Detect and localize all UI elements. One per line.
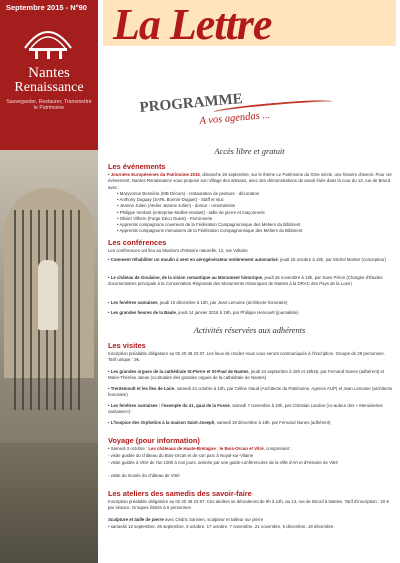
agendas-subheading: A vos agendas ...: [199, 109, 271, 127]
visits-title: Les visites: [108, 341, 146, 350]
voyage-title: Voyage (pour information): [108, 436, 200, 445]
conference-item: • Le château de Goulaine, de la vision romantique au Monument historique, jeudi 26 novembre à 18h, par Soen Péron (Chargée d'Études documentaires principale à la Conservation Régionale des Monuments Historiques de Nantes à la DRAC des Pays de la Loire): [108, 275, 383, 287]
voyage-line: - visite guidée du château du Bois-Orcan et de son parc à Noyal-sur-Vilaine: [108, 453, 254, 458]
workshop-item: Sculpture et taille de pierre avec Cédric Sarivien, sculpteur et tailleur sur pierre: [108, 517, 264, 522]
brand-name-2: Renaissance: [14, 80, 84, 95]
list-item: • Apprentis compagnons menuisiers de la Fédération Compagnonnique des Métiers du Bâtiment: [117, 228, 393, 234]
list-item: • Philippe Verdant (entreprise Moillet-Verdant) - taille de pierre et maçonnerie: [117, 210, 393, 216]
issue-label: Septembre 2015 - N°90: [6, 3, 87, 12]
list-item: • Jeanne Julien (Atelier Jeanne Julien) - doreur - ornemaniste: [117, 203, 393, 209]
tagline: Sauvegarder, Restaurer, Transmettre le Patrimoine: [6, 99, 92, 112]
list-item: • Maryvonne Besnière (MB Décors) - restauration de peinture - décoration: [117, 191, 393, 197]
list-item: • Olivier Vilhem (Forge Déco Ouest) - Ferronnerie: [117, 216, 393, 222]
events-intro: • Journées Européennes du Patrimoine 2015, dimanche 20 septembre, sur le thème Le Patrimoine du XXIe siècle, une histoire d'avenir. Pour cet évènement, Nantes Renaissance vous propose son Village des artisans, avec des démonstrations de savoir-faire dans la cour du 13, rue de Briord avec :: [108, 172, 392, 190]
visits-intro: Inscription préalable obligatoire au 02 40 48 23 87. Les lieux de rendez-vous vous seront communiqués à l'inscription. Groupe de 25 personnes. Tarif unique : 3€.: [108, 351, 385, 363]
members-heading: Activités réservées aux adhérents: [193, 326, 306, 335]
visit-item: • L'hospice des Orphelins à la maison Saint-Joseph, samedi 19 décembre à 18h, par Fernand Nunes (adhérent): [108, 420, 331, 425]
visit-item: • Les grandes orgues de la cathédrale St-Pierre et St-Paul de Nantes, jeudi 24 septembre à 18h et 18h45, par Fernand Nunes (adhérent) et Marie-Thérèse Janan (co-titulaire des grandes orgues de la cathédrale de Nantes): [108, 369, 385, 381]
workshop-dates: • samedis 12 septembre, 26 septembre, 3 octobre, 17 octobre, 7 novembre, 21 novembre, 5 décembre, 19 décembre.: [108, 524, 335, 529]
photo-ground: [0, 443, 98, 563]
sidebar: [0, 0, 98, 563]
visit-item: • Trentemoult et les îles de Loire, samedi 24 octobre à 10h, par Céline Viaud (Architecte du Patrimoine, Agence AUP) et Jean Lemoine (architecte honoraire): [108, 386, 393, 398]
newsletter-title: La Lettre: [113, 0, 272, 49]
logo-icon: [19, 22, 77, 62]
brand-name: Nantes: [28, 65, 70, 81]
list-item: • Apprentis compagnons couvreurs de la Fédération Compagnonnique des Métiers du Bâtiment: [117, 222, 393, 228]
visit-item: • Les fenêtres nantaises : l'exemple du 41, quai de la Fosse, samedi 7 novembre à 10h, par Christian Landon (co-auteur des « Menuiseries nantaises»): [108, 403, 383, 415]
conferences-title: Les conférences: [108, 238, 167, 247]
free-access-heading: Accès libre et gratuit: [214, 147, 285, 156]
conference-item: • Comment réhabiliter un moulin à vent en aérogénérateur entièrement automatisé, jeudi 15 octobre à 18h, par Michel Mortier (concepteur): [108, 257, 386, 262]
newsletter-content: [103, 0, 396, 563]
list-item: • Anthony Duguay (SARL Bonnin-Duguet) - Staff et stuc: [117, 197, 393, 203]
voyage-head: • Samedi 3 octobre : Les châteaux de Haute-Bretagne : le Bois-Orcan et Vitré, comprenant :: [108, 446, 292, 451]
cover-photo: [0, 150, 98, 563]
photo-statue: [38, 260, 58, 330]
workshops-intro: Inscription préalable obligatoire au 02 40 48 23 87. Ces ateliers se dérouleront de 9h à 12h, au 13, rue de Briord à Nantes. Tarif d'inscription : 20 € par séance. Groupes limités à 6 personnes: [108, 499, 389, 511]
events-title: Les événements: [108, 162, 166, 171]
events-list: [117, 191, 393, 234]
conference-item: • Les grandes heures de la Baule, jeudi 14 janvier 2016 à 19h, par Philippe Hervouët (journaliste): [108, 310, 299, 315]
programme-heading: PROGRAMME: [139, 90, 244, 116]
conferences-intro: Les conférences ont lieu au Muséum d'Histoire naturelle, 12, rue Voltaire: [108, 248, 248, 253]
voyage-line: - visite du musée du château de Vitré: [108, 473, 180, 478]
conference-item: • Les fenêtres nantaises, jeudi 10 décembre à 18h, par Jean Lemoine (architecte honoraire): [108, 300, 288, 305]
voyage-line: - visite guidée à Vitré de l'an 1000 à nos jours, animée par une guide-conférencière de la Ville d'Art et d'Histoire de Vitré: [108, 460, 338, 465]
workshops-title: Les ateliers des samedis des savoir-faire: [108, 489, 252, 498]
